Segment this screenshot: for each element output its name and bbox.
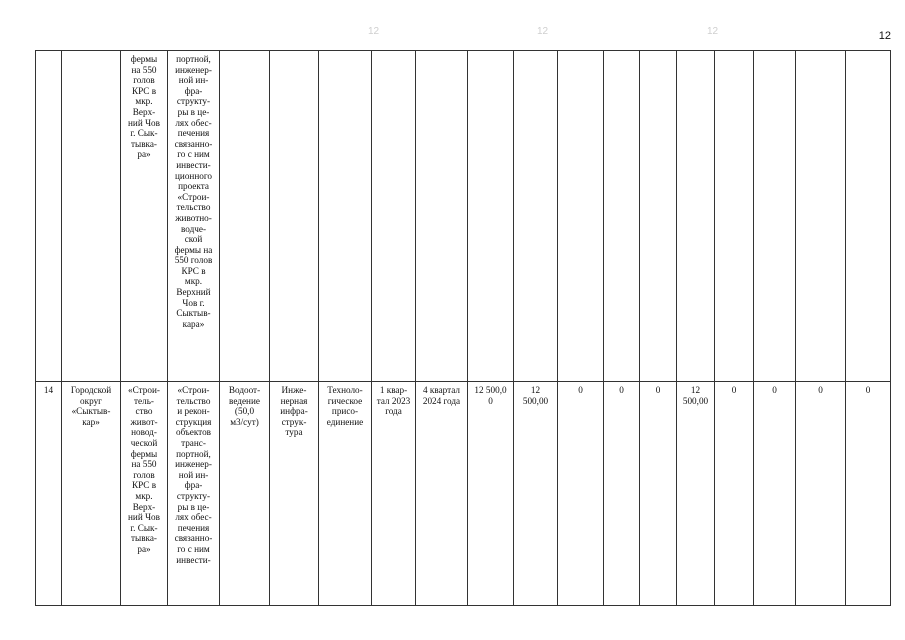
table-cell: [846, 51, 891, 382]
table-cell: [62, 51, 121, 382]
table-row: [36, 51, 891, 382]
table-cell: [220, 51, 270, 382]
amount-cell: 0: [640, 382, 677, 606]
table-cell: фермы на 550 голов КРС в мкр. Верх- ний Чов г. Сык- тывка- ра»: [121, 51, 168, 382]
end-date-cell: 4 квартал 2024 года: [416, 382, 468, 606]
faint-mark: 12: [368, 26, 380, 37]
table-cell: [36, 51, 62, 382]
faint-mark: 12: [537, 26, 549, 37]
row-number-cell: 14: [36, 382, 62, 606]
table-cell: [640, 51, 677, 382]
amount-cell: 12 500,00: [677, 382, 715, 606]
amount-cell: 0: [796, 382, 846, 606]
table-cell: [372, 51, 416, 382]
object-name-cell: «Строи- тельство и рекон- струкция объектов транс- портной, инженер- ной ин- фра- структу- ры в це- лях обес- печения связанно- го с ним инвести-: [168, 382, 220, 606]
amount-cell: 0: [846, 382, 891, 606]
table-cell: [468, 51, 514, 382]
table-cell: [604, 51, 640, 382]
faint-mark: 12: [707, 26, 719, 37]
amount-cell: 0: [558, 382, 604, 606]
table-cell: [514, 51, 558, 382]
amount-cell: 0: [604, 382, 640, 606]
table-cell: [715, 51, 754, 382]
investment-table: [35, 50, 891, 606]
table-cell: [796, 51, 846, 382]
table-row: [36, 382, 891, 606]
project-name-cell: «Строи- тель- ство живот- новод- ческой фермы на 550 голов КРС в мкр. Верх- ний Чов г. Сык- тывка- ра»: [121, 382, 168, 606]
amount-cell: 0: [754, 382, 796, 606]
infrastructure-type-cell: Инже- нерная инфра- струк- тура: [270, 382, 319, 606]
table-cell: [319, 51, 372, 382]
table-cell: портной, инженер- ной ин- фра- структу- ры в це- лях обес- печения связанно- го с ним инвести- ционного проекта «Строи- тельство животно- водче- ской фермы на 550 голов КРС в мкр. Верхний Чов г. Сыктыв- кара»: [168, 51, 220, 382]
amount-cell: 12 500,00: [514, 382, 558, 606]
start-date-cell: 1 квар- тал 2023 года: [372, 382, 416, 606]
table-cell: [677, 51, 715, 382]
measure-type-cell: Техноло- гическое присо- единение: [319, 382, 372, 606]
page-number: 12: [878, 30, 891, 42]
object-type-cell: Водоот- ведение (50,0 м3/сут): [220, 382, 270, 606]
table-cell: [416, 51, 468, 382]
amount-cell: 0: [715, 382, 754, 606]
table-cell: [270, 51, 319, 382]
total-amount-cell: 12 500,0 0: [468, 382, 514, 606]
table-cell: [754, 51, 796, 382]
table-cell: [558, 51, 604, 382]
municipality-cell: Городской округ «Сыктыв- кар»: [62, 382, 121, 606]
